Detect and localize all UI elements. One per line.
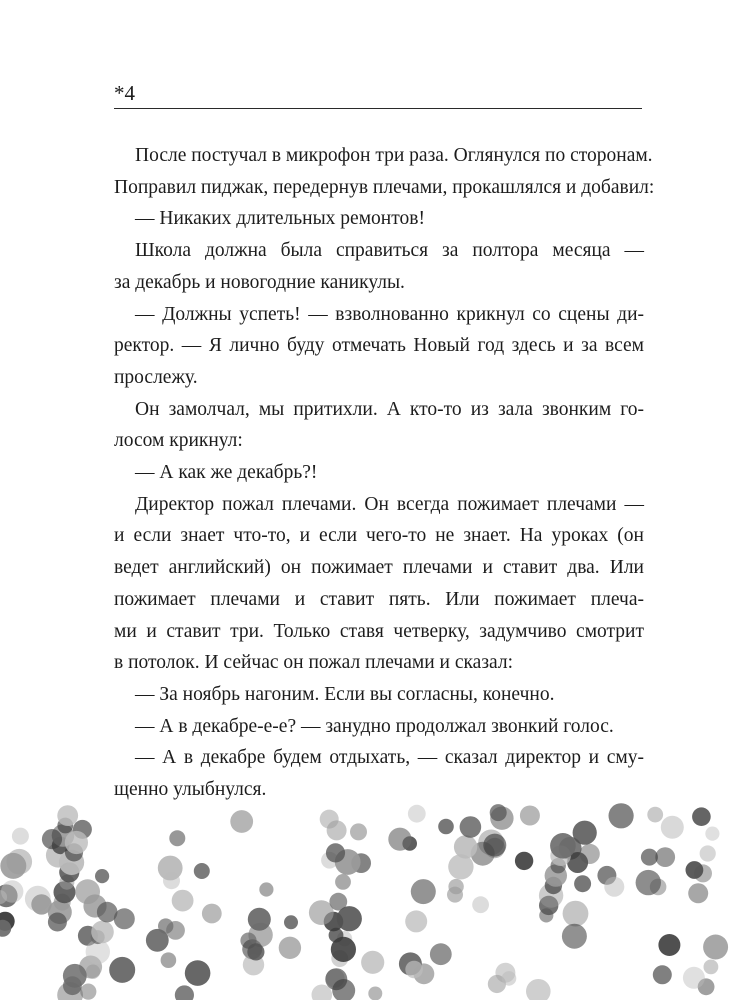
confetti-dot — [636, 870, 661, 895]
confetti-dot — [163, 872, 180, 889]
confetti-dot — [562, 924, 587, 949]
confetti-dot — [683, 967, 705, 989]
confetti-dot — [368, 987, 382, 1000]
text-line: — Никаких длительных ремонтов! — [135, 208, 425, 230]
confetti-dot — [447, 887, 463, 903]
page-number: *4 — [114, 81, 135, 105]
confetti-dot — [448, 854, 473, 879]
confetti-dot — [335, 874, 351, 890]
confetti-dot — [490, 807, 513, 830]
text-line: пожимает плечами и ставит пять. Или пожимает плеча- — [114, 588, 644, 610]
confetti-dot — [550, 833, 576, 859]
confetti-dot — [194, 863, 210, 879]
confetti-dot — [284, 915, 298, 929]
confetti-dot — [472, 896, 489, 913]
confetti-dot — [1, 880, 23, 902]
confetti-dot — [408, 805, 426, 823]
confetti-dot — [658, 934, 680, 956]
confetti-dot — [109, 957, 135, 983]
confetti-dot — [430, 943, 452, 965]
text-line: — А в декабре-е-е? — занудно продолжал звонкий голос. — [135, 715, 614, 737]
text-line: — Должны успеть! — взволнованно крикнул со сцены ди- — [135, 303, 644, 325]
confetti-dot — [97, 902, 118, 923]
text-line: в потолок. И сейчас он пожал плечами и сказал: — [114, 652, 513, 674]
confetti-dot — [42, 829, 62, 849]
confetti-dot — [604, 877, 624, 897]
confetti-dot — [185, 960, 211, 986]
confetti-dot — [692, 807, 711, 826]
confetti-dot — [175, 985, 194, 1000]
confetti-dot — [405, 910, 427, 932]
confetti-dot — [460, 816, 482, 838]
confetti-dot — [703, 935, 728, 960]
confetti-decoration — [0, 790, 731, 1000]
confetti-dot — [647, 807, 663, 823]
confetti-dot — [57, 805, 78, 826]
confetti-dot — [169, 830, 185, 846]
confetti-dot — [161, 952, 177, 968]
text-line: — За ноябрь нагоним. Если вы согласны, конечно. — [135, 683, 555, 705]
confetti-dot — [75, 879, 100, 904]
text-line: Он замолчал, мы притихли. А кто-то из зала звонким го- — [135, 398, 644, 420]
confetti-dot — [688, 883, 708, 903]
confetti-dot — [158, 918, 173, 933]
confetti-dot — [259, 882, 273, 896]
confetti-dot — [326, 843, 345, 862]
confetti-dot — [388, 828, 411, 851]
text-line: Директор пожал плечами. Он всегда пожимает плечами — — [135, 493, 644, 515]
text-line: — А в декабре будем отдыхать, — сказал директор и сму- — [135, 747, 644, 769]
confetti-dot — [6, 849, 32, 875]
confetti-dot — [563, 901, 589, 927]
text-line: Школа должна была справиться за полтора месяца — — [135, 240, 644, 262]
confetti-dot — [515, 852, 533, 870]
text-line: Поправил пиджак, передернув плечами, прокашлялся и добавил: — [114, 176, 655, 198]
confetti-dot — [609, 803, 634, 828]
confetti-dot — [329, 928, 344, 943]
confetti-dot — [327, 820, 347, 840]
text-line: за декабрь и новогодние каникулы. — [114, 271, 405, 293]
confetti-dot — [520, 806, 540, 826]
confetti-dot — [248, 923, 272, 947]
confetti-dot — [411, 879, 436, 904]
confetti-dot — [686, 861, 704, 879]
confetti-dot — [350, 823, 367, 840]
confetti-dot — [454, 835, 477, 858]
confetti-dot — [526, 979, 551, 1000]
text-line: После постучал в микрофон три раза. Оглянулся по сторонам. — [135, 145, 653, 166]
confetti-dot — [65, 831, 88, 854]
text-line: ведет английский) он пожимает плечами и ставит два. Или — [114, 557, 644, 579]
confetti-dot — [483, 834, 506, 857]
confetti-dot — [230, 810, 253, 833]
confetti-dot — [653, 965, 672, 984]
confetti-dot — [405, 961, 423, 979]
text-line: щенно улыбнулся. — [114, 779, 267, 800]
text-line: — А как же декабрь?! — [135, 462, 318, 483]
confetti-dot — [573, 821, 597, 845]
confetti-dot — [63, 964, 87, 988]
confetti-dot — [574, 875, 591, 892]
confetti-dot — [502, 971, 517, 986]
confetti-dot — [337, 906, 362, 931]
confetti-dot — [247, 943, 264, 960]
confetti-dot — [661, 816, 684, 839]
text-line: и если знает что-то, и если чего-то не знает. На уроках (он — [114, 525, 644, 547]
confetti-dot — [655, 847, 675, 867]
confetti-dot — [91, 921, 114, 944]
confetti-dot — [95, 869, 109, 883]
confetti-dot — [172, 890, 194, 912]
confetti-dot — [31, 894, 51, 914]
confetti-dot — [202, 904, 222, 924]
text-line: ми и ставит три. Только ставя четверку, задумчиво смотрит — [114, 620, 644, 642]
confetti-dot — [580, 844, 600, 864]
text-line: ректор. — Я лично буду отмечать Новый год здесь и за всем — [114, 335, 644, 357]
confetti-dot — [704, 960, 719, 975]
text-line: лосом крикнул: — [114, 430, 243, 452]
confetti-dot — [705, 827, 719, 841]
confetti-dot — [361, 951, 384, 974]
text-line: прослежу. — [114, 366, 198, 388]
confetti-dot — [12, 828, 29, 845]
confetti-dot — [700, 845, 716, 861]
page-header — [114, 80, 642, 109]
confetti-dot — [279, 937, 301, 959]
confetti-dot — [438, 819, 454, 835]
